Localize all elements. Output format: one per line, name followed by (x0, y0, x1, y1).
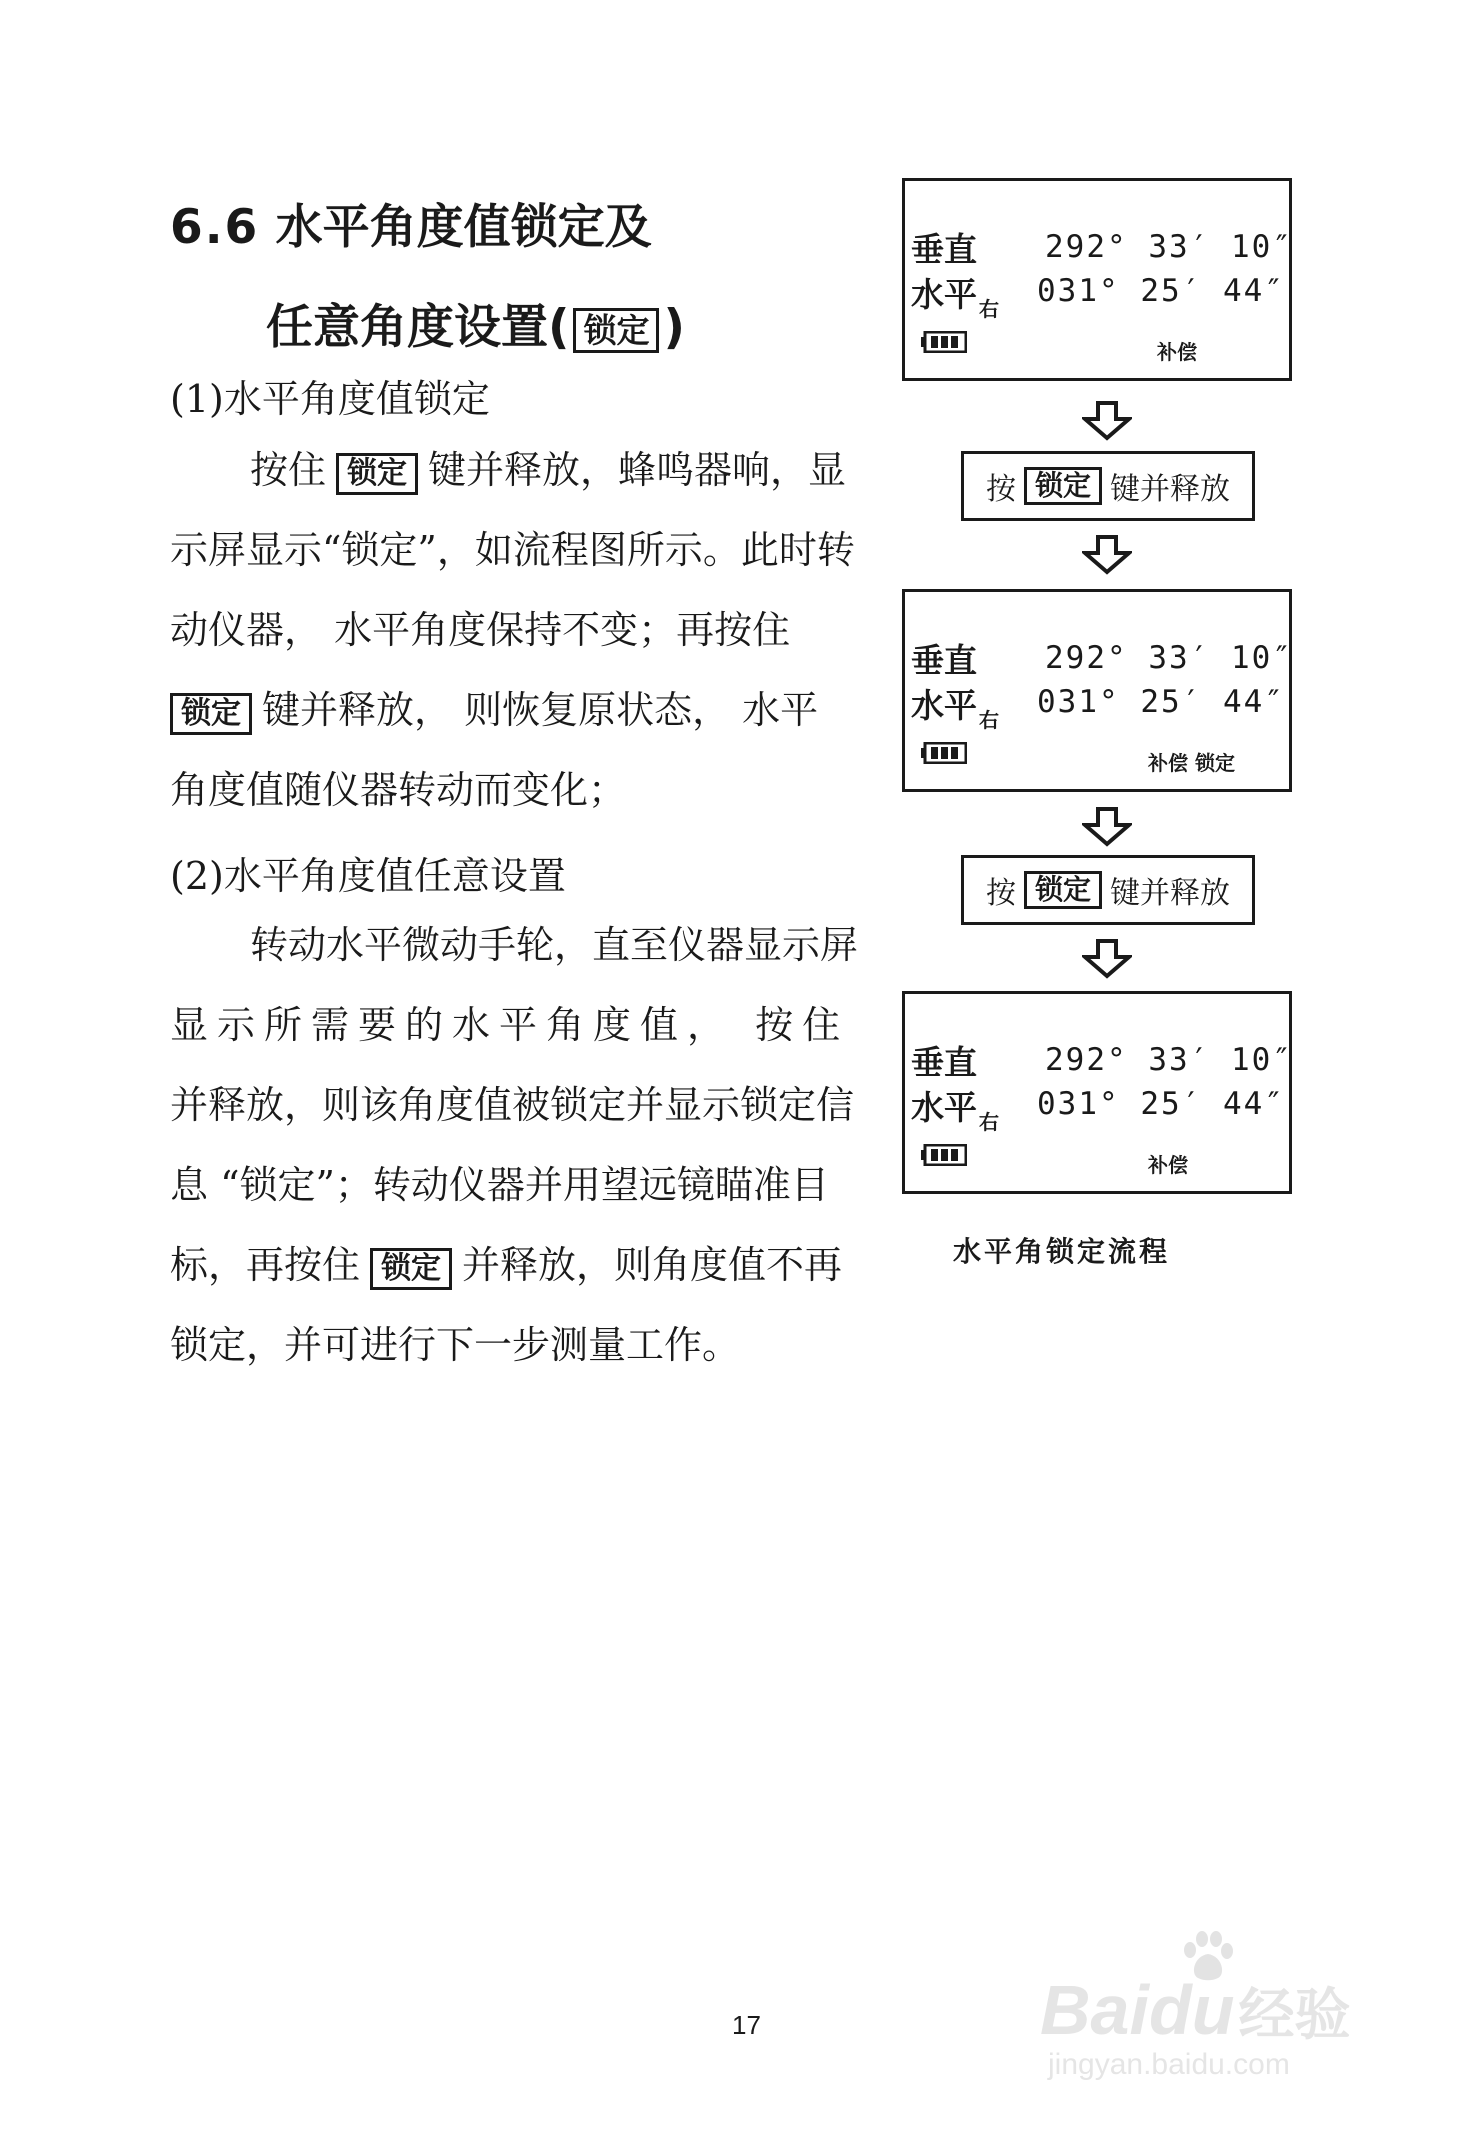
paragraph-1 (170, 430, 860, 830)
down-arrow-icon (1082, 401, 1132, 441)
action-text: 键并释放 (1110, 876, 1230, 911)
vertical-angle-value: 292° 33′ 10″ (1045, 1042, 1293, 1078)
right-indicator: 右 (979, 297, 999, 321)
section-heading-line2 (266, 290, 685, 357)
heading-line2-text: 任意角度设置( (266, 300, 570, 355)
lock-key-label: 锁定 (336, 453, 418, 495)
lock-key-label: 锁定 (1024, 467, 1102, 505)
para2-line (170, 1225, 860, 1305)
subsection-title-2: (2)水平角度值任意设置 (170, 854, 566, 898)
section-number: 6.6 (170, 200, 260, 255)
para1-text: 键并释放，蜂鸣器响，显 (428, 448, 847, 492)
action-step-2 (961, 855, 1255, 925)
para2-line: 息 “锁定”；转动仪器并用望远镜瞄准目 (170, 1163, 829, 1207)
action-step-1 (961, 451, 1255, 521)
vertical-angle-value: 292° 33′ 10″ (1045, 229, 1293, 265)
para1-line: 角度值随仪器转动而变化； (170, 768, 627, 812)
paragraph-2 (170, 905, 860, 1385)
lock-key-label: 锁定 (170, 693, 252, 735)
vertical-angle-value: 292° 33′ 10″ (1045, 640, 1293, 676)
watermark-brand-text: du (1148, 1971, 1235, 2049)
watermark-brand-cn: 经验 (1238, 1983, 1351, 2048)
battery-icon (921, 742, 967, 764)
status-text: 补偿 (1148, 1153, 1188, 1177)
status-text: 补偿 (1157, 340, 1197, 364)
right-indicator: 右 (979, 708, 999, 732)
horizontal-label-row (911, 1082, 999, 1135)
para1-line: 示屏显示“锁定”，如流程图所示。此时转 (170, 528, 855, 572)
horizontal-label-row (911, 680, 999, 733)
horizontal-angle-value: 031° 25′ 44″ (1037, 1086, 1285, 1122)
down-arrow-icon (1082, 535, 1132, 575)
watermark-url: jingyan.baidu.com (1048, 2048, 1290, 2081)
lock-key-label: 锁定 (370, 1248, 452, 1290)
display-screen-3 (902, 991, 1292, 1194)
display-screen-1 (902, 178, 1292, 381)
horizontal-label: 水平 (911, 275, 977, 314)
action-text: 按 (985, 472, 1016, 507)
lock-key-label: 锁定 (1024, 871, 1102, 909)
page-number: 17 (732, 2010, 761, 2040)
horizontal-label-row (911, 269, 999, 322)
baidu-jingyan-watermark (1040, 1930, 1380, 2090)
right-indicator: 右 (979, 1110, 999, 1134)
action-text: 按 (985, 876, 1016, 911)
para1-text: 按住 (250, 448, 327, 492)
display-screen-2 (902, 589, 1292, 792)
para1-line (170, 670, 860, 750)
para1-text: 键并释放， 则恢复原状态， 水平 (262, 688, 819, 732)
down-arrow-icon (1082, 939, 1132, 979)
lock-key-label: 锁定 (573, 308, 659, 353)
horizontal-label: 水平 (911, 1088, 977, 1127)
para1-line: 动仪器， 水平角度保持不变；再按住 (170, 608, 791, 652)
action-text: 键并释放 (1110, 472, 1230, 507)
subsection-title-1: (1)水平角度值锁定 (170, 377, 490, 421)
vertical-label: 垂直 (911, 1043, 977, 1082)
para2-line: 并释放，则该角度值被锁定并显示锁定信 (170, 1083, 855, 1127)
para2-text: 标，再按住 (170, 1243, 361, 1287)
battery-icon (921, 331, 967, 353)
horizontal-angle-value: 031° 25′ 44″ (1037, 273, 1285, 309)
para2-line: 显示所需要的水平角度值， 按住 (170, 1003, 850, 1047)
para2-line: 转动水平微动手轮，直至仪器显示屏 (250, 923, 859, 967)
vertical-label: 垂直 (911, 230, 977, 269)
heading-line2-close: ) (663, 300, 685, 355)
section-heading (170, 190, 652, 257)
para2-text: 并释放，则角度值不再 (462, 1243, 843, 1287)
down-arrow-icon (1082, 807, 1132, 847)
heading-line1: 水平角度值锁定及 (275, 200, 652, 255)
watermark-brand (1040, 1970, 1350, 2051)
status-text: 补偿 锁定 (1148, 751, 1235, 775)
horizontal-label: 水平 (911, 686, 977, 725)
flowchart-caption: 水平角锁定流程 (953, 1235, 1171, 1268)
horizontal-angle-value: 031° 25′ 44″ (1037, 684, 1285, 720)
para1-line (170, 430, 860, 510)
vertical-label: 垂直 (911, 641, 977, 680)
para2-line: 锁定，并可进行下一步测量工作。 (170, 1323, 741, 1367)
battery-icon (921, 1144, 967, 1166)
watermark-brand-text: Bai (1040, 1971, 1149, 2049)
